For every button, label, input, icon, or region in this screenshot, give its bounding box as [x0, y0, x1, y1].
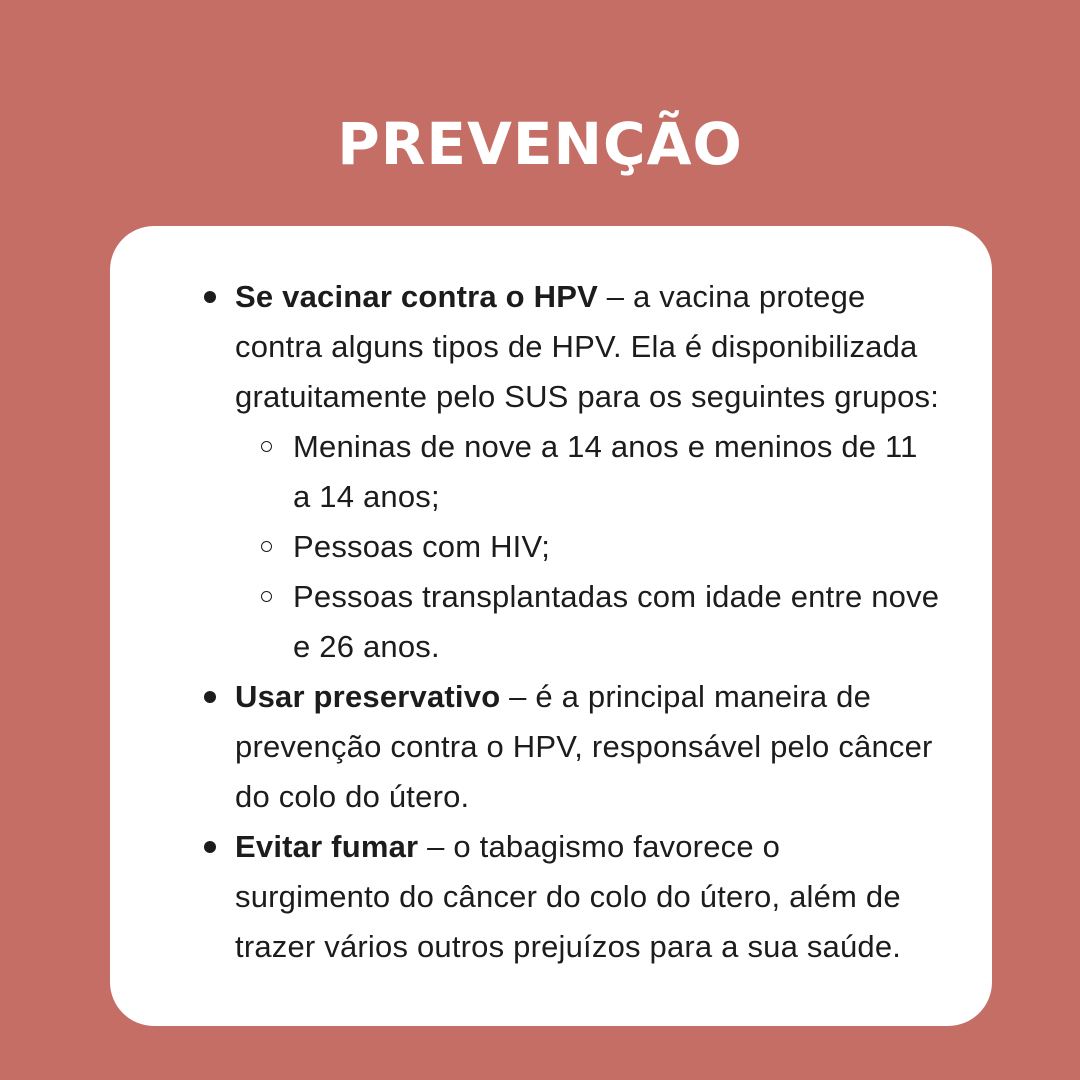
vaccine-groups-list	[235, 422, 940, 672]
bullet-circle-icon	[261, 441, 272, 452]
page-title: PREVENÇÃO	[337, 110, 743, 178]
bullet-dot-icon	[204, 691, 216, 703]
item-text: – é a principal maneira de prevenção contra o HPV, responsável pelo câncer do colo do útero.	[235, 679, 933, 814]
item-text: – a vacina protege contra alguns tipos de HPV. Ela é disponibilizada gratuitamente pelo SUS para os seguintes grupos:	[235, 279, 940, 414]
sub-item-text: Pessoas transplantadas com idade entre nove e 26 anos.	[293, 579, 940, 664]
sub-list-item	[235, 522, 940, 572]
prevention-list-container	[200, 272, 940, 972]
item-heading: Usar preservativo	[235, 679, 501, 714]
bullet-circle-icon	[261, 591, 272, 602]
list-item-vaccine	[200, 272, 940, 672]
item-text: – o tabagismo favorece o surgimento do câncer do colo do útero, além de trazer vários outros prejuízos para a sua saúde.	[235, 829, 902, 964]
list-item-condom	[200, 672, 940, 822]
item-heading: Evitar fumar	[235, 829, 419, 864]
sub-list-item	[235, 572, 940, 672]
prevention-list	[200, 272, 940, 972]
bullet-circle-icon	[261, 541, 272, 552]
item-heading: Se vacinar contra o HPV	[235, 279, 598, 314]
bullet-dot-icon	[204, 841, 216, 853]
bullet-dot-icon	[204, 291, 216, 303]
list-item-smoking	[200, 822, 940, 972]
sub-item-text: Pessoas com HIV;	[293, 529, 551, 564]
sub-item-text: Meninas de nove a 14 anos e meninos de 11 a 14 anos;	[293, 429, 918, 514]
sub-list-item	[235, 422, 940, 522]
